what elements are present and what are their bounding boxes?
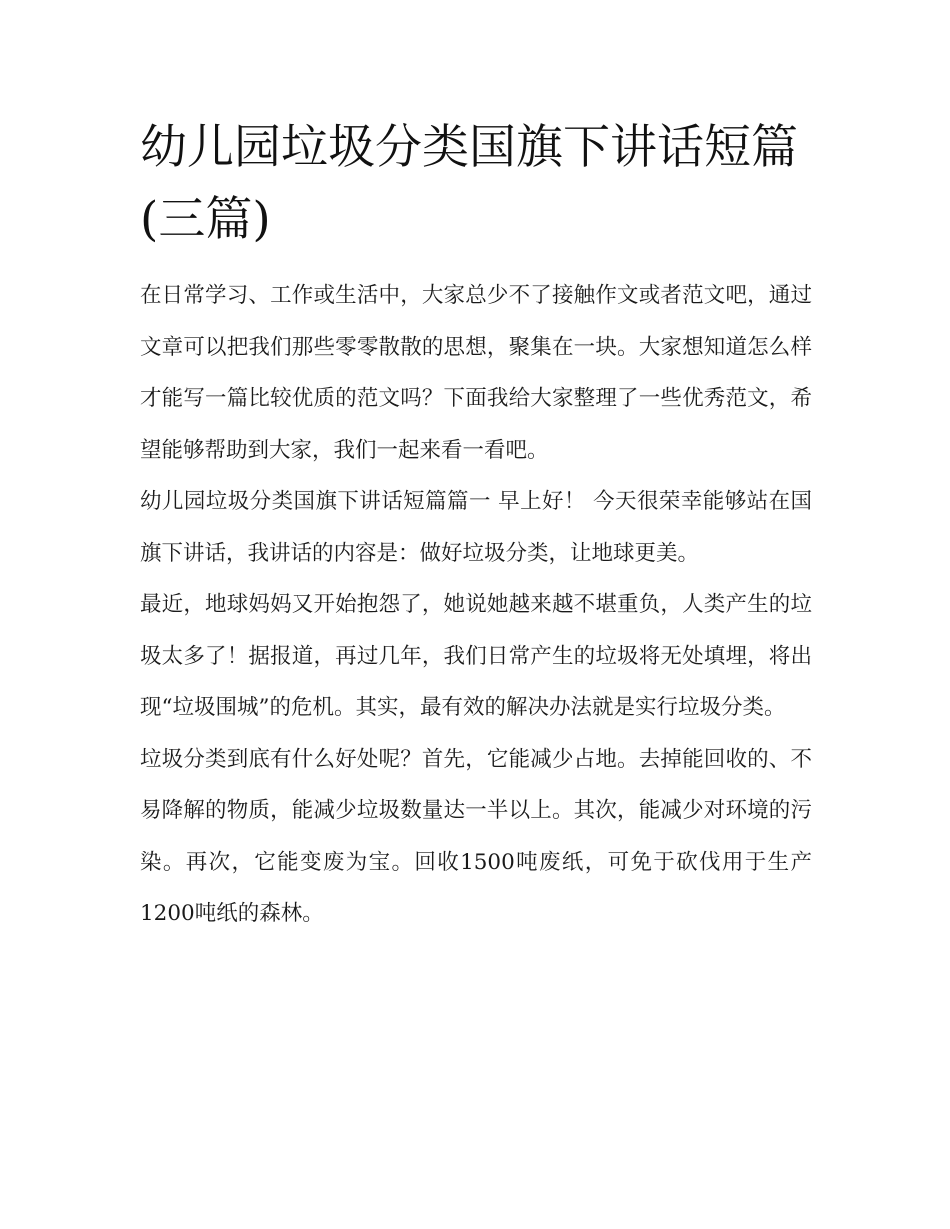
problem-paragraph: 最近，地球妈妈又开始抱怨了，她说她越来越不堪重负，人类产生的垃圾太多了！据报道，再过几年，我们日常产生的垃圾将无处填埋，将出现“垃圾围城”的危机。其实，最有效的解决办法就是实行垃圾分类。 (140, 592, 812, 720)
speech-opening-paragraph: 幼儿园垃圾分类国旗下讲话短篇篇一 早上好！ 今天很荣幸能够站在国旗下讲话，我讲话的内容是：做好垃圾分类，让地球更美。 (140, 489, 812, 566)
document-body (140, 112, 812, 940)
intro-paragraph: 在日常学习、工作或生活中，大家总少不了接触作文或者范文吧，通过文章可以把我们那些零零散散的思想，聚集在一块。大家想知道怎么样才能写一篇比较优质的范文吗？下面我给大家整理了一些优秀范文，希望能够帮助到大家，我们一起来看一看吧。 (140, 283, 812, 463)
page-title: 幼儿园垃圾分类国旗下讲话短篇(三篇) (140, 120, 798, 247)
benefits-paragraph: 垃圾分类到底有什么好处呢？首先，它能减少占地。去掉能回收的、不易降解的物质，能减少垃圾数量达一半以上。其次，能减少对环境的污染。再次，它能变废为宝。回收1500吨废纸，可免于砍伐用于生产1200吨纸的森林。 (140, 746, 812, 926)
